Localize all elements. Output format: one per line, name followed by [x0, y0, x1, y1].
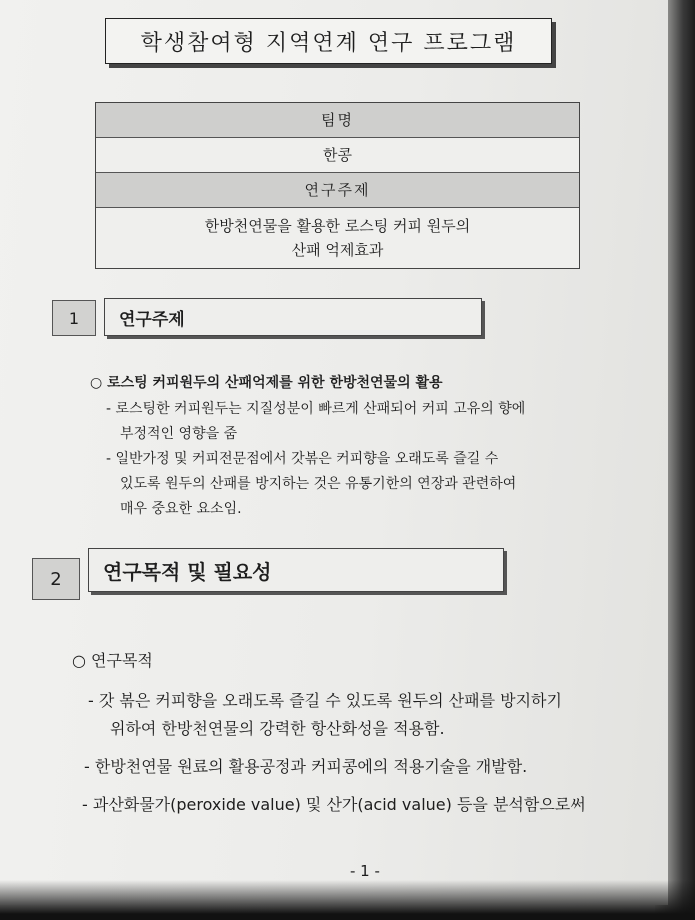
- research-topic-header: 연구주제: [96, 173, 579, 208]
- team-name-header: 팀명: [96, 103, 579, 138]
- section-1-title: 연구주제: [104, 298, 482, 336]
- research-topic-line-1: 한방천연물을 활용한 로스팅 커피 원두의: [204, 217, 471, 235]
- section-2-line: - 과산화물가(peroxide value) 및 산가(acid value) 등을 분석함으로써: [82, 795, 586, 814]
- section-2-line: - 갓 볶은 커피향을 오래도록 즐길 수 있도록 원두의 산패를 방지하기: [88, 691, 562, 710]
- section-1-line: 있도록 원두의 산패를 방지하는 것은 유통기한의 연장과 관련하여: [120, 476, 517, 492]
- section-2-bullet: ○ 연구목적: [72, 651, 153, 670]
- background-shadow: [0, 880, 695, 920]
- research-topic-value: [96, 208, 579, 268]
- info-table: [95, 102, 580, 269]
- section-1-line: - 일반가정 및 커피전문점에서 갓볶은 커피향을 오래도록 즐길 수: [106, 451, 499, 467]
- section-2-line: - 한방천연물 원료의 활용공정과 커피콩에의 적용기술을 개발함.: [84, 757, 528, 776]
- research-topic-line-2: 산패 억제효과: [291, 241, 384, 259]
- section-1-line: 매우 중요한 요소임.: [120, 501, 242, 517]
- section-2-line: 위하여 한방천연물의 강력한 항산화성을 적용함.: [110, 719, 445, 738]
- section-1-line: 부정적인 영향을 줌: [120, 426, 238, 442]
- section-2-title: 연구목적 및 필요성: [88, 548, 504, 592]
- section-1-line: - 로스팅한 커피원두는 지질성분이 빠르게 산패되어 커피 고유의 향에: [106, 401, 526, 417]
- section-1-bullet: ○ 로스팅 커피원두의 산패억제를 위한 한방천연물의 활용: [90, 375, 443, 391]
- page-number: - 1 -: [350, 862, 380, 880]
- team-name-value: 한콩: [96, 138, 579, 173]
- section-1-number: 1: [52, 300, 96, 336]
- section-2-number: 2: [32, 558, 80, 600]
- document-title: 학생참여형 지역연계 연구 프로그램: [105, 18, 552, 64]
